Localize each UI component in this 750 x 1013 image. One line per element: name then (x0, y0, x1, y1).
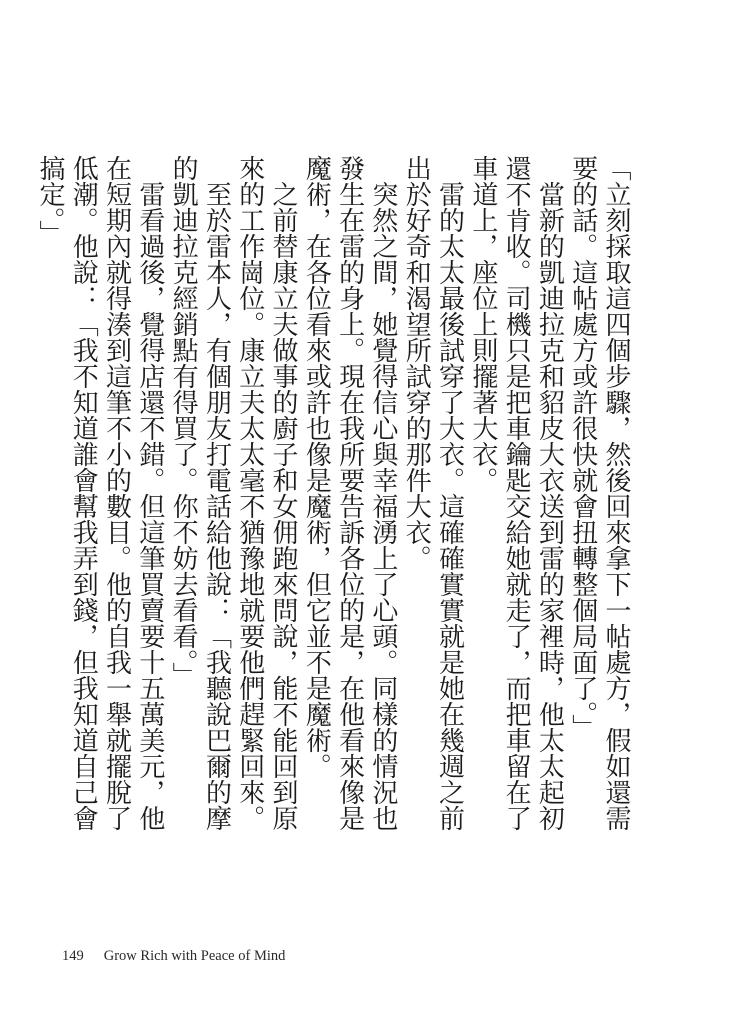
running-title: Grow Rich with Peace of Mind (103, 948, 286, 964)
paragraph: 突然之間，她覺得信心與幸福湧上了心頭。同樣的情況也發生在雷的身上。現在我所要告訴各位的是，在他看來像是魔術，在各位看來或許也像是魔術，但它並不是魔術。 (301, 155, 398, 831)
body-text (33, 155, 632, 855)
paragraph: 之前替康立夫做事的廚子和女佣跑來問說，能不能回到原來的工作崗位。康立夫太太毫不猶豫地就要他們趕緊回來。 (234, 155, 299, 831)
paragraph: 當新的凱迪拉克和貂皮大衣送到雷的家裡時，他太太起初還不肯收。司機只是把車鑰匙交給她就走了，而把車留在了車道上，座位上則擺著大衣。 (467, 155, 565, 831)
paragraph: 「立刻採取這四個步驟，然後回來拿下一帖處方，假如還需要的話。這帖處方或許很快就會扭轉整個局面了。」 (567, 155, 631, 831)
page-footer (62, 948, 285, 968)
paragraph: 至於雷本人，有個朋友打電話給他說：「我聽說巴爾的摩的凱迪拉克經銷點有得買了。你不妨去看看。」 (168, 155, 232, 831)
page-number: 149 (62, 948, 84, 964)
paragraph: 雷看過後，覺得店還不錯。但這筆買賣要十五萬美元，他在短期內就得湊到這筆不小的數目。他的自我一舉就擺脫了低潮。他說：「我不知道誰會幫我弄到錢，但我知道自己會搞定。」 (34, 155, 165, 831)
paragraph: 雷的太太最後試穿了大衣。這確確實實就是她在幾週之前出於好奇和渴望所試穿的那件大衣。 (401, 155, 465, 831)
